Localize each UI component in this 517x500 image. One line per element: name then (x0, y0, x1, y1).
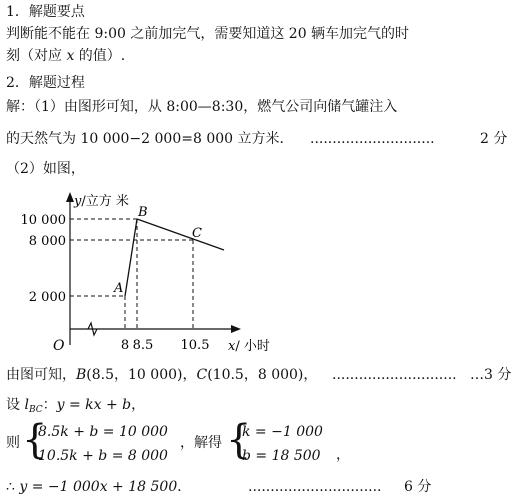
equation: 10.5k + b = 8 000 (38, 448, 168, 464)
y-tick-10000: 10 000 (20, 213, 66, 228)
point-c-label: C (192, 226, 202, 241)
solve-label: ，解得 (180, 435, 222, 451)
coord-b: (8.5，10 000)， (86, 367, 197, 383)
x-tick-8: 8 (120, 338, 130, 353)
point-a-label: A (114, 281, 124, 296)
origin-label: O (53, 338, 65, 354)
final-score: 6 分 (404, 479, 432, 495)
text-fragment: 由图可知， (6, 367, 76, 383)
y-tick-2000: 2 000 (28, 290, 66, 305)
x-unit: / 小时 (235, 339, 270, 354)
part1-score: 2 分 (480, 131, 508, 147)
section2-heading: 2．解题过程 (6, 75, 85, 91)
left-brace-1: { (22, 417, 48, 463)
left-brace-2: { (226, 417, 252, 463)
set-line (6, 396, 145, 419)
then-label: 则 (6, 435, 20, 451)
point-c: C (196, 367, 208, 383)
x-axis-arrow (231, 325, 241, 333)
point-b: B (76, 367, 87, 383)
segment-ab (125, 219, 137, 296)
sys2-eq2 (242, 446, 321, 466)
result-line1-score: …3 分 (470, 367, 512, 383)
y-axis-label (73, 193, 129, 209)
text-fragment: ， (131, 397, 146, 413)
x-axis-label (228, 339, 270, 354)
part2-label: （2）如图， (6, 161, 85, 177)
var-l: l (24, 397, 29, 413)
equation: b = 18 500 (242, 448, 321, 464)
text-fragment: 的值）. (74, 48, 126, 64)
therefore-symbol: ∴ (6, 479, 20, 495)
sys2-tail: ， (336, 447, 350, 463)
final-line (6, 478, 191, 496)
section1-heading: 1．解题要点 (6, 4, 85, 20)
subscript-bc: BC (28, 405, 43, 415)
x-tick-8.5: 8.5 (132, 338, 154, 353)
y-unit: /立方 米 (81, 194, 129, 209)
segment-bc (137, 219, 224, 250)
text-fragment: 刻（对应 (6, 48, 67, 64)
equation: 8.5k + b = 10 000 (38, 424, 168, 440)
x-var: x (228, 339, 236, 354)
point-b-label: B (138, 205, 148, 220)
part1-dots: ............................ (310, 131, 435, 147)
coord-c: (10.5，8 000)， (207, 367, 318, 383)
y-axis-arrow (66, 192, 74, 202)
y-var: y (74, 194, 82, 209)
result-line1-dots: ............................ (332, 367, 457, 383)
equation: k = −1 000 (242, 424, 323, 440)
result-line1 (6, 366, 317, 384)
line-equation: y = kx + b (56, 397, 132, 413)
sys1-eq2 (38, 446, 168, 466)
part1-line1: 解：（1）由图形可知，从 8:00—8:30，燃气公司向储气罐注入 (6, 99, 398, 115)
text-fragment: 的天然气为 10 000−2 000=8 000 立方米． (6, 131, 294, 147)
text-fragment: ： (42, 397, 57, 413)
text-fragment: 设 (6, 397, 25, 413)
text-fragment: ． (177, 479, 192, 495)
final-equation: y = −1 000x + 18 500 (19, 479, 178, 495)
y-tick-8000: 8 000 (28, 234, 66, 249)
section1-text-line1: 判断能不能在 9:00 之前加完气，需要知道这 20 辆车加完气的时 (6, 26, 410, 42)
sys1-eq1 (38, 422, 168, 442)
sys2-eq1 (242, 422, 323, 442)
var-x: x (66, 48, 75, 64)
final-dots: .............................. (248, 479, 382, 495)
x-tick-10.5: 10.5 (180, 338, 210, 353)
